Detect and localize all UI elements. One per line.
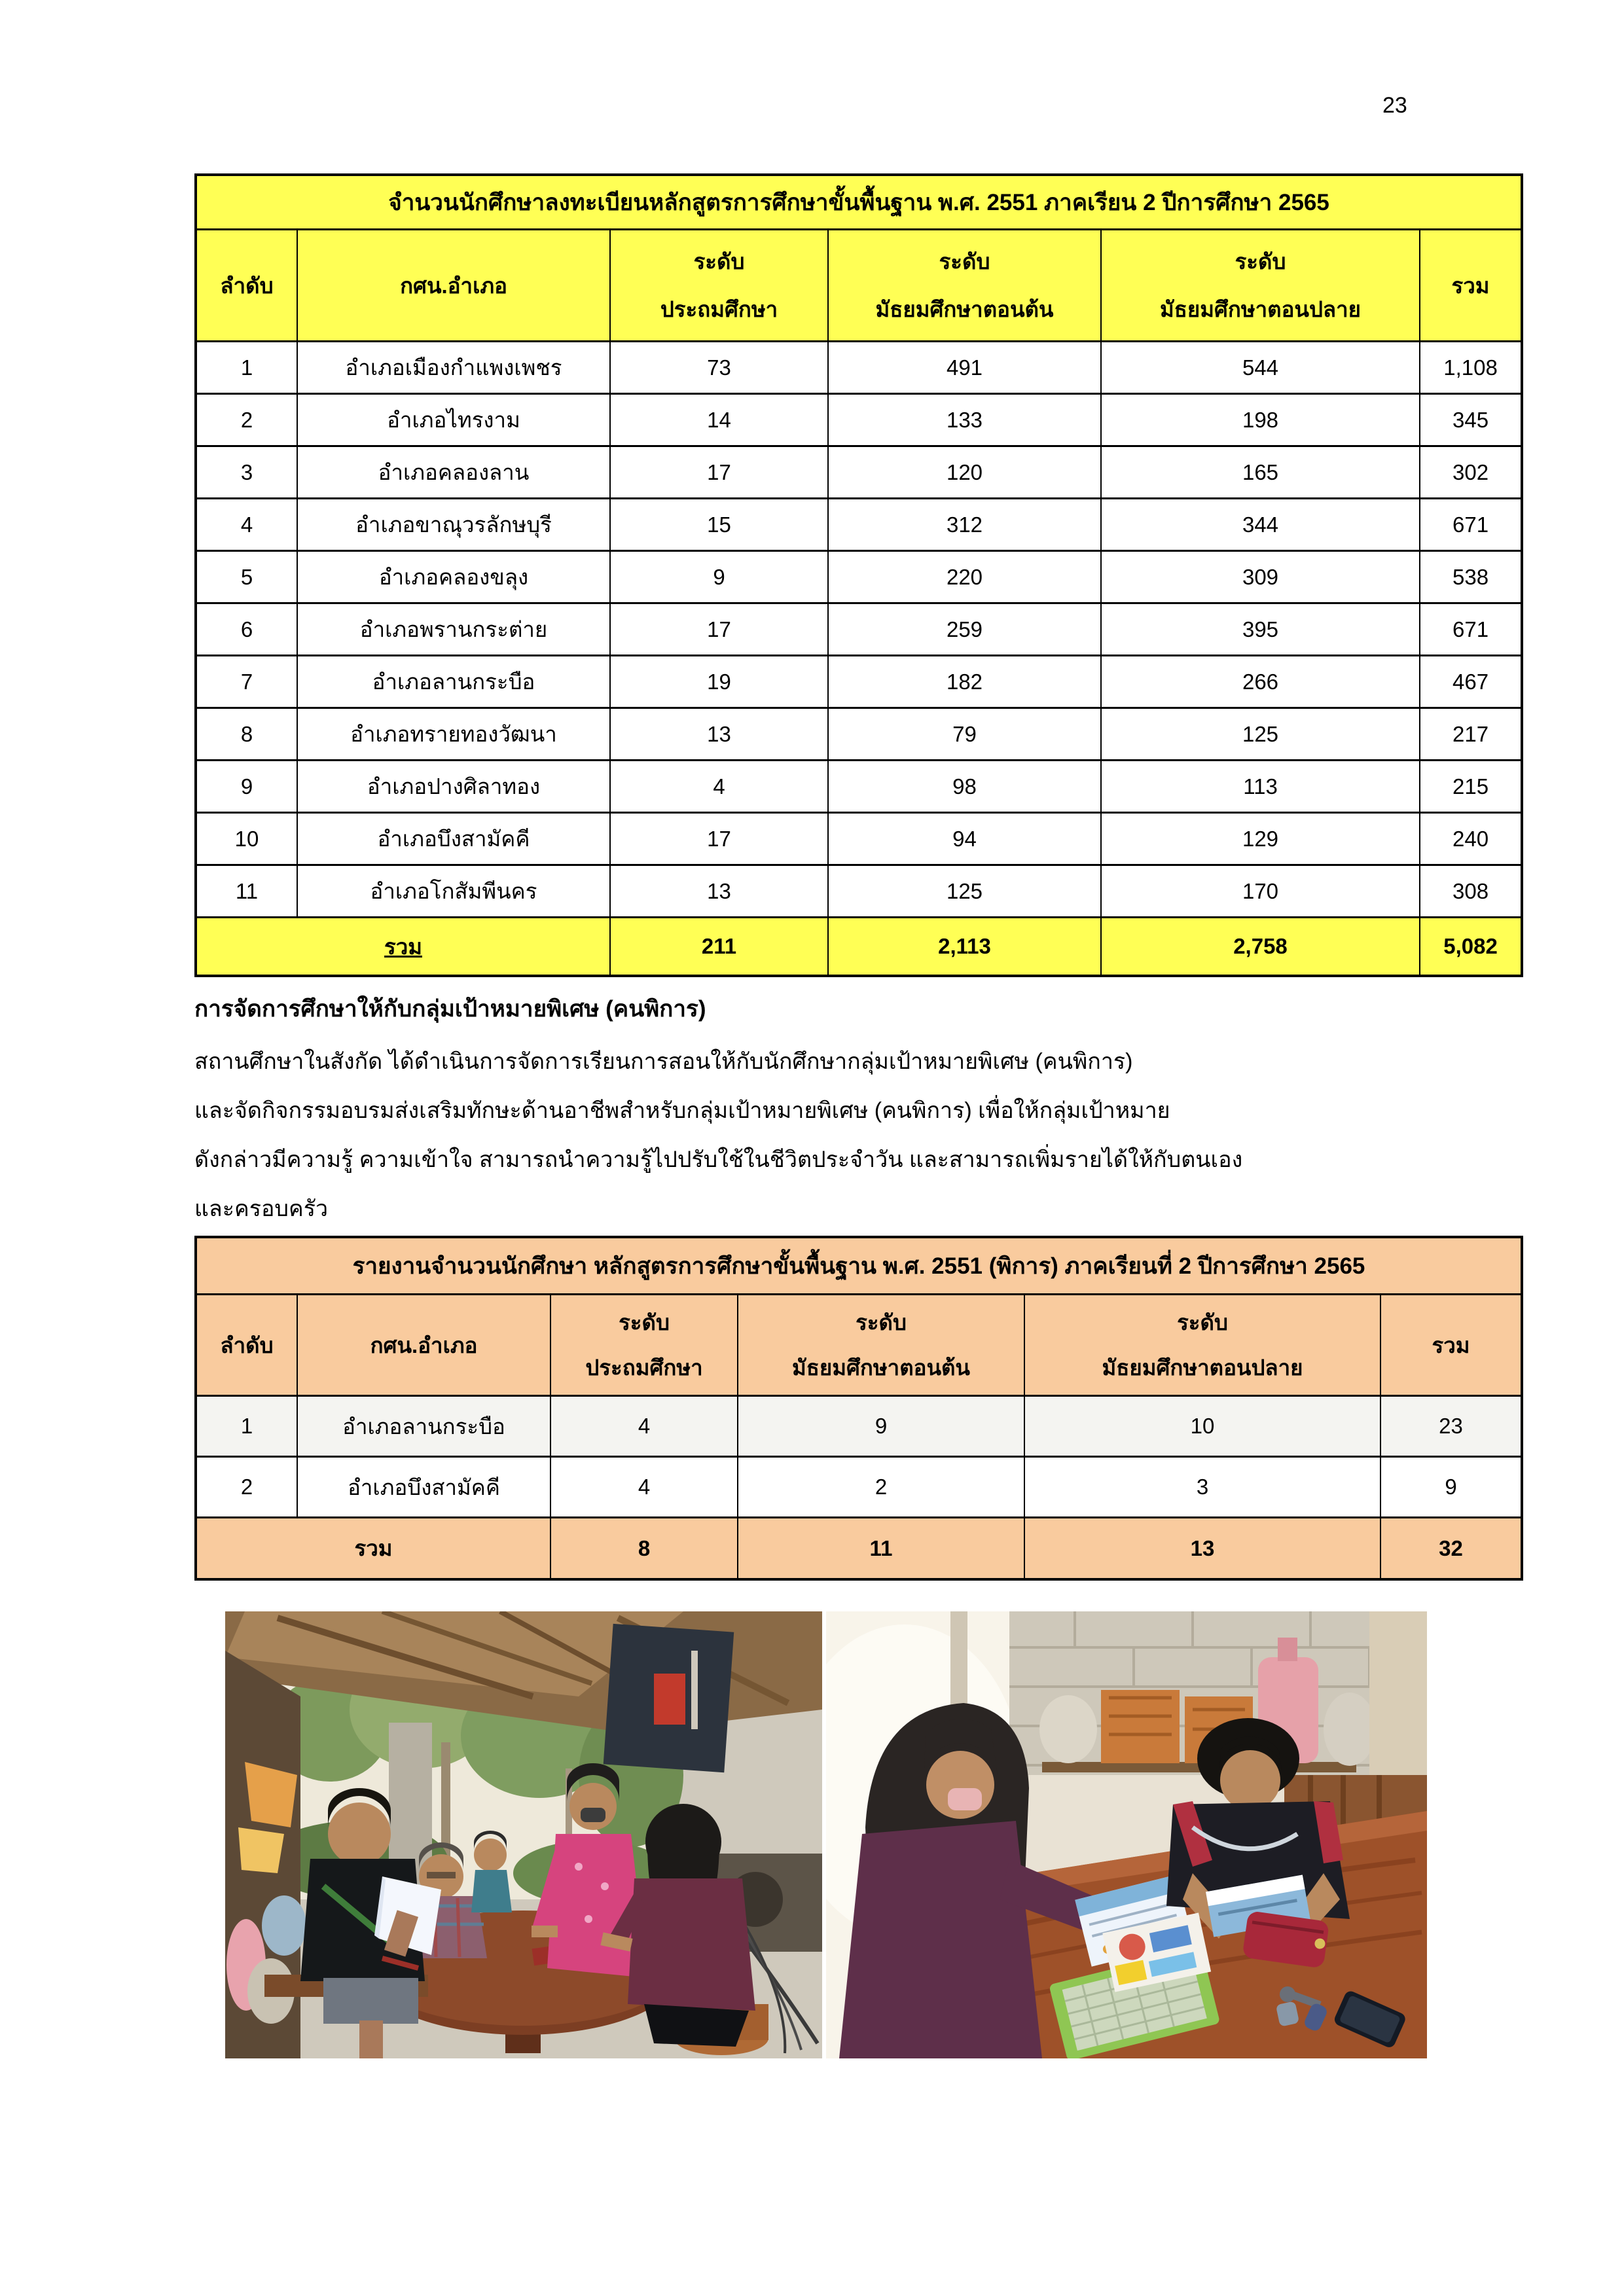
cell-total: 217 xyxy=(1420,708,1522,761)
col-header-upper-secondary: ระดับ มัธยมศึกษาตอนปลาย xyxy=(1024,1295,1380,1396)
table-body xyxy=(196,1396,1522,1518)
cell-district: อำเภอเมืองกำแพงเพชร xyxy=(297,342,610,394)
cell-upper: 198 xyxy=(1101,394,1420,446)
total-upper: 2,758 xyxy=(1101,918,1420,977)
table-title-row xyxy=(196,1237,1522,1295)
paragraph-line: สถานศึกษาในสังกัด ได้ดำเนินการจัดการเรียนการสอนให้กับนักศึกษากลุ่มเป้าหมายพิเศษ (คนพิการ) xyxy=(194,1049,1133,1074)
cell-upper: 395 xyxy=(1101,603,1420,656)
cell-no: 1 xyxy=(196,1396,297,1457)
cell-district: อำเภอขาณุวรลักษบุรี xyxy=(297,499,610,551)
page-number: 23 xyxy=(1382,93,1407,118)
cell-lower: 9 xyxy=(738,1396,1024,1457)
total-label: รวม xyxy=(196,1518,550,1580)
cell-lower: 220 xyxy=(828,551,1101,603)
cell-no: 3 xyxy=(196,446,297,499)
table-title-row xyxy=(196,175,1522,230)
cell-lower: 182 xyxy=(828,656,1101,708)
col-header-district: กศน.อำเภอ xyxy=(297,1295,550,1396)
home-visit-illustration xyxy=(225,1611,822,2058)
cell-lower: 125 xyxy=(828,865,1101,918)
cell-upper: 10 xyxy=(1024,1396,1380,1457)
section-paragraph xyxy=(194,1037,1441,1234)
cell-total: 302 xyxy=(1420,446,1522,499)
cell-district: อำเภอทรายทองวัฒนา xyxy=(297,708,610,761)
col-header-lower-secondary: ระดับ มัธยมศึกษาตอนต้น xyxy=(738,1295,1024,1396)
cell-upper: 344 xyxy=(1101,499,1420,551)
registration-table xyxy=(194,173,1523,977)
cell-lower: 79 xyxy=(828,708,1101,761)
cell-primary: 13 xyxy=(610,865,828,918)
table-row xyxy=(196,551,1522,603)
total-primary: 211 xyxy=(610,918,828,977)
total-lower: 2,113 xyxy=(828,918,1101,977)
table-row xyxy=(196,394,1522,446)
photo-home-visit-left xyxy=(225,1611,822,2058)
cell-primary: 73 xyxy=(610,342,828,394)
table-row xyxy=(196,446,1522,499)
cell-lower: 491 xyxy=(828,342,1101,394)
cell-total: 671 xyxy=(1420,499,1522,551)
cell-no: 7 xyxy=(196,656,297,708)
table-header-row xyxy=(196,1295,1522,1396)
table-header-row xyxy=(196,230,1522,342)
cell-primary: 13 xyxy=(610,708,828,761)
total-lower: 11 xyxy=(738,1518,1024,1580)
col-header-no: ลำดับ xyxy=(196,1295,297,1396)
cell-no: 6 xyxy=(196,603,297,656)
cell-total: 215 xyxy=(1420,761,1522,813)
col-header-primary: ระดับ ประถมศึกษา xyxy=(550,1295,738,1396)
cell-no: 2 xyxy=(196,1457,297,1518)
cell-district: อำเภอโกสัมพีนคร xyxy=(297,865,610,918)
col-header-upper-secondary: ระดับ มัธยมศึกษาตอนปลาย xyxy=(1101,230,1420,342)
cell-no: 11 xyxy=(196,865,297,918)
cell-total: 240 xyxy=(1420,813,1522,865)
table-row xyxy=(196,499,1522,551)
cell-primary: 19 xyxy=(610,656,828,708)
total-label: รวม xyxy=(196,918,610,977)
cell-district: อำเภอลานกระบือ xyxy=(297,1396,550,1457)
cell-district: อำเภอไทรงาม xyxy=(297,394,610,446)
cell-primary: 15 xyxy=(610,499,828,551)
cell-upper: 125 xyxy=(1101,708,1420,761)
table-row xyxy=(196,813,1522,865)
table-row xyxy=(196,865,1522,918)
cell-upper: 129 xyxy=(1101,813,1420,865)
cell-district: อำเภอบึงสามัคคี xyxy=(297,1457,550,1518)
cell-lower: 259 xyxy=(828,603,1101,656)
cell-lower: 120 xyxy=(828,446,1101,499)
table-row xyxy=(196,656,1522,708)
table-row xyxy=(196,1457,1522,1518)
cell-upper: 170 xyxy=(1101,865,1420,918)
paragraph-line: และจัดกิจกรรมอบรมส่งเสริมทักษะด้านอาชีพสำหรับกลุ่มเป้าหมายพิเศษ (คนพิการ) เพื่อให้กลุ่มเป้าหมาย xyxy=(194,1098,1170,1123)
cell-upper: 309 xyxy=(1101,551,1420,603)
cell-lower: 2 xyxy=(738,1457,1024,1518)
cell-primary: 14 xyxy=(610,394,828,446)
cell-no: 4 xyxy=(196,499,297,551)
paragraph-line: ดังกล่าวมีความรู้ ความเข้าใจ สามารถนำความรู้ไปปรับใช้ในชีวิตประจำวัน และสามารถเพิ่มรายได้ให้กับตนเอง xyxy=(194,1147,1243,1172)
cell-total: 23 xyxy=(1380,1396,1522,1457)
cell-district: อำเภอปางศิลาทอง xyxy=(297,761,610,813)
total-grand: 32 xyxy=(1380,1518,1522,1580)
cell-district: อำเภอคลองขลุง xyxy=(297,551,610,603)
table-row xyxy=(196,1396,1522,1457)
cell-primary: 4 xyxy=(610,761,828,813)
cell-no: 9 xyxy=(196,761,297,813)
cell-lower: 133 xyxy=(828,394,1101,446)
cell-total: 9 xyxy=(1380,1457,1522,1518)
col-header-primary: ระดับ ประถมศึกษา xyxy=(610,230,828,342)
cell-no: 8 xyxy=(196,708,297,761)
cell-upper: 165 xyxy=(1101,446,1420,499)
cell-total: 671 xyxy=(1420,603,1522,656)
cell-primary: 17 xyxy=(610,813,828,865)
table-body xyxy=(196,342,1522,918)
photo-home-visit-right xyxy=(826,1611,1427,2058)
cell-primary: 4 xyxy=(550,1457,738,1518)
cell-primary: 17 xyxy=(610,446,828,499)
total-grand: 5,082 xyxy=(1420,918,1522,977)
cell-primary: 4 xyxy=(550,1396,738,1457)
total-primary: 8 xyxy=(550,1518,738,1580)
paragraph-line: และครอบครัว xyxy=(194,1196,329,1221)
cell-district: อำเภอลานกระบือ xyxy=(297,656,610,708)
cell-district: อำเภอคลองลาน xyxy=(297,446,610,499)
cell-total: 345 xyxy=(1420,394,1522,446)
table-title: จำนวนนักศึกษาลงทะเบียนหลักสูตรการศึกษาขั้นพื้นฐาน พ.ศ. 2551 ภาคเรียน 2 ปีการศึกษา 2565 xyxy=(196,175,1522,230)
table-row xyxy=(196,603,1522,656)
cell-total: 538 xyxy=(1420,551,1522,603)
disabled-students-table xyxy=(194,1236,1523,1581)
cell-no: 5 xyxy=(196,551,297,603)
table-total-row xyxy=(196,1518,1522,1580)
left-wall xyxy=(225,1651,306,2058)
cell-district: อำเภอบึงสามัคคี xyxy=(297,813,610,865)
cell-total: 1,108 xyxy=(1420,342,1522,394)
col-header-district: กศน.อำเภอ xyxy=(297,230,610,342)
col-header-total: รวม xyxy=(1380,1295,1522,1396)
table-row xyxy=(196,708,1522,761)
cell-upper: 3 xyxy=(1024,1457,1380,1518)
cell-no: 1 xyxy=(196,342,297,394)
col-header-total: รวม xyxy=(1420,230,1522,342)
cell-primary: 17 xyxy=(610,603,828,656)
cell-lower: 312 xyxy=(828,499,1101,551)
tutoring-illustration xyxy=(826,1611,1427,2058)
cell-no: 10 xyxy=(196,813,297,865)
table-title: รายงานจำนวนนักศึกษา หลักสูตรการศึกษาขั้นพื้นฐาน พ.ศ. 2551 (พิการ) ภาคเรียนที่ 2 ปีการศึกษา 2565 xyxy=(196,1237,1522,1295)
cell-total: 308 xyxy=(1420,865,1522,918)
cell-no: 2 xyxy=(196,394,297,446)
cell-primary: 9 xyxy=(610,551,828,603)
col-header-no: ลำดับ xyxy=(196,230,297,342)
cell-upper: 544 xyxy=(1101,342,1420,394)
cell-total: 467 xyxy=(1420,656,1522,708)
table-total-row xyxy=(196,918,1522,977)
col-header-lower-secondary: ระดับ มัธยมศึกษาตอนต้น xyxy=(828,230,1101,342)
cell-lower: 94 xyxy=(828,813,1101,865)
cell-lower: 98 xyxy=(828,761,1101,813)
cell-district: อำเภอพรานกระต่าย xyxy=(297,603,610,656)
cell-upper: 113 xyxy=(1101,761,1420,813)
table-row xyxy=(196,761,1522,813)
section-heading: การจัดการศึกษาให้กับกลุ่มเป้าหมายพิเศษ (คนพิการ) xyxy=(194,996,706,1022)
table-row xyxy=(196,342,1522,394)
hanging-sign xyxy=(604,1624,734,1772)
cell-upper: 266 xyxy=(1101,656,1420,708)
total-upper: 13 xyxy=(1024,1518,1380,1580)
